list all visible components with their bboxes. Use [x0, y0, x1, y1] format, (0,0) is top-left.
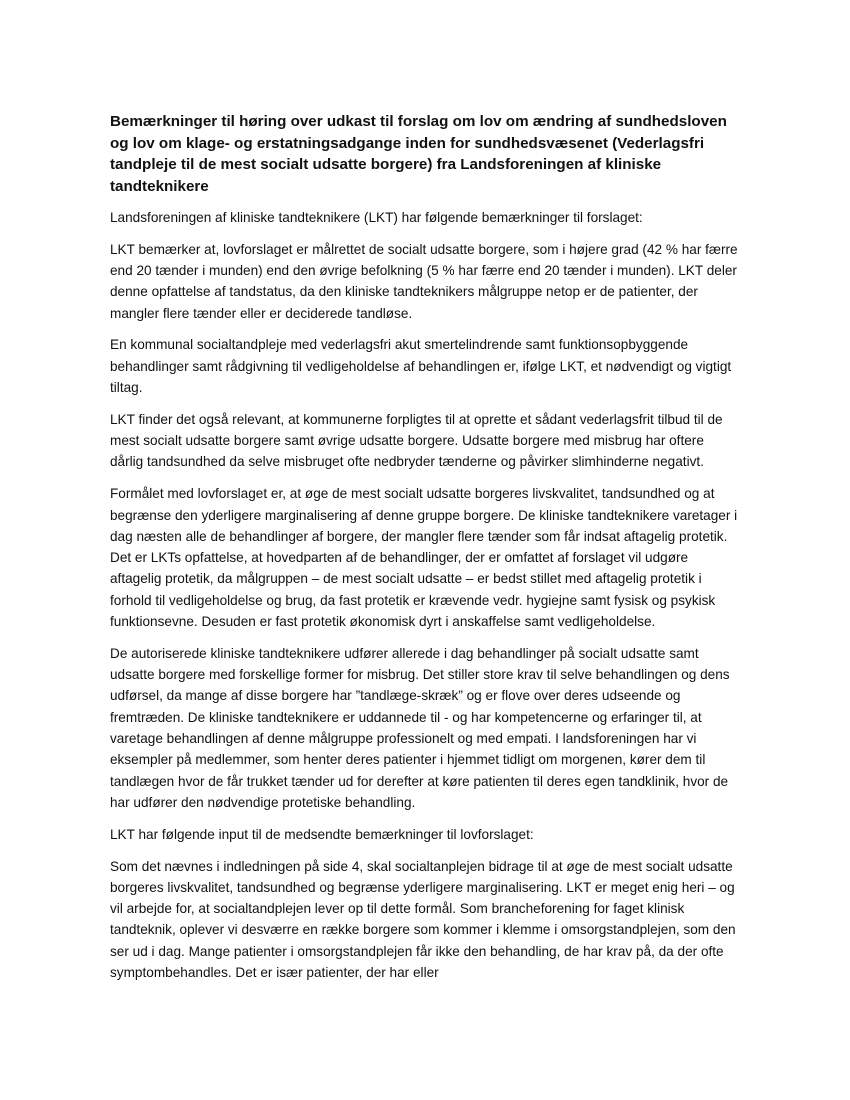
paragraph-introduction-page4: Som det nævnes i indledningen på side 4, skal socialtanplejen bidrage til at øge de mest socialt udsatte borgeres livskvalitet, tandsundhed og begrænse yderligere marginalisering. LKT er meget enig heri – og vil arbejde for, at socialtandplejen lever op til dette formål. Som brancheforening for faget klinisk tandteknik, oplever vi desværre en række borgere som kommer i klemme i omsorgstandplejen, som den ser ud i dag. Mange patienter i omsorgstandplejen får ikke den behandling, de har krav på, da der ofte symptombehandles. Det er især patienter, der har eller: [110, 858, 736, 980]
paragraph-input-heading: LKT har følgende input til de medsendte bemærkninger til lovforslaget:: [110, 826, 534, 842]
paragraph-target-group: LKT bemærker at, lovforslaget er målrettet de socialt udsatte borgere, som i højere grad (42 % har færre end 20 tænder i munden) end den øvrige befolkning (5 % har færre end 20 tænder i munden). LKT deler denne opfattelse af tandstatus, da den kliniske tandteknikers målgruppe netop er de patienter, der mangler flere tænder eller er deciderede tandløse.: [110, 241, 738, 321]
document-title: Bemærkninger til høring over udkast til forslag om lov om ændring af sundhedsloven og lov om klage- og erstatningsadgange inden for sundhedsvæsenet (Vederlagsfri tandpleje til de mest socialt udsatte borgere) fra Landsforeningen af kliniske tandteknikere: [110, 113, 727, 195]
paragraph-purpose: Formålet med lovforslaget er, at øge de mest socialt udsatte borgeres livskvalitet, tandsundhed og at begrænse den yderligere marginalisering af denne gruppe borgere. De kliniske tandteknikere varetager i dag næsten alle de behandlinger af borgere, der mangler flere tænder som får indsat aftagelig protetik. Det er LKTs opfattelse, at hovedparten af de behandlinger, der er omfattet af forslaget vil udgøre aftagelig protetik, da målgruppen – de mest socialt udsatte – er bedst stillet med aftagelig protetik i forhold til vedligeholdelse og brug, da fast protetik er krævende vedr. hygiejne samt fysisk og psykisk funktionsevne. Desuden er fast protetik økonomisk dyrt i anskaffelse samt vedligeholdelse.: [110, 486, 738, 630]
document-page: [110, 111, 740, 994]
paragraph-intro: Landsforeningen af kliniske tandteknikere (LKT) har følgende bemærkninger til forslaget:: [110, 210, 643, 225]
paragraph-obligation: LKT finder det også relevant, at kommunerne forpligtes til at oprette et sådant vederlagsfrit tilbud til de mest socialt udsatte borgere samt øvrige udsatte borgere. Udsatte borgere med misbrug har oftere dårlig tandsundhed da selve misbruget ofte nedbryder tænderne og påvirker slimhinderne negativt.: [110, 411, 723, 470]
paragraph-authorized-technicians: De autoriserede kliniske tandteknikere udfører allerede i dag behandlinger på socialt udsatte samt udsatte borgere med forskellige former for misbrug. Det stiller store krav til selve behandlingen og dens udførsel, da mange af disse borgere har ”tandlæge-skræk” og er flove over deres udseende og fremtræden. De kliniske tandteknikere er uddannede til - og har kompetencerne og erfaringer til, at varetage behandlingen af denne målgruppe professionelt og med empati. I landsforeningen har vi eksempler på medlemmer, som henter deres patienter i hjemmet tidligt om morgenen, kører dem til tandlægen hvor de får trukket tænder ud for derefter at køre patienten til deres egen tandklinik, hvor de har udfører den nødvendige protetiske behandling.: [110, 645, 730, 810]
paragraph-municipal-care: En kommunal socialtandpleje med vederlagsfri akut smertelindrende samt funktionsopbyggende behandlinger samt rådgivning til vedligeholdelse af behandlingen er, ifølge LKT, et nødvendigt og vigtigt tiltag.: [110, 337, 732, 396]
